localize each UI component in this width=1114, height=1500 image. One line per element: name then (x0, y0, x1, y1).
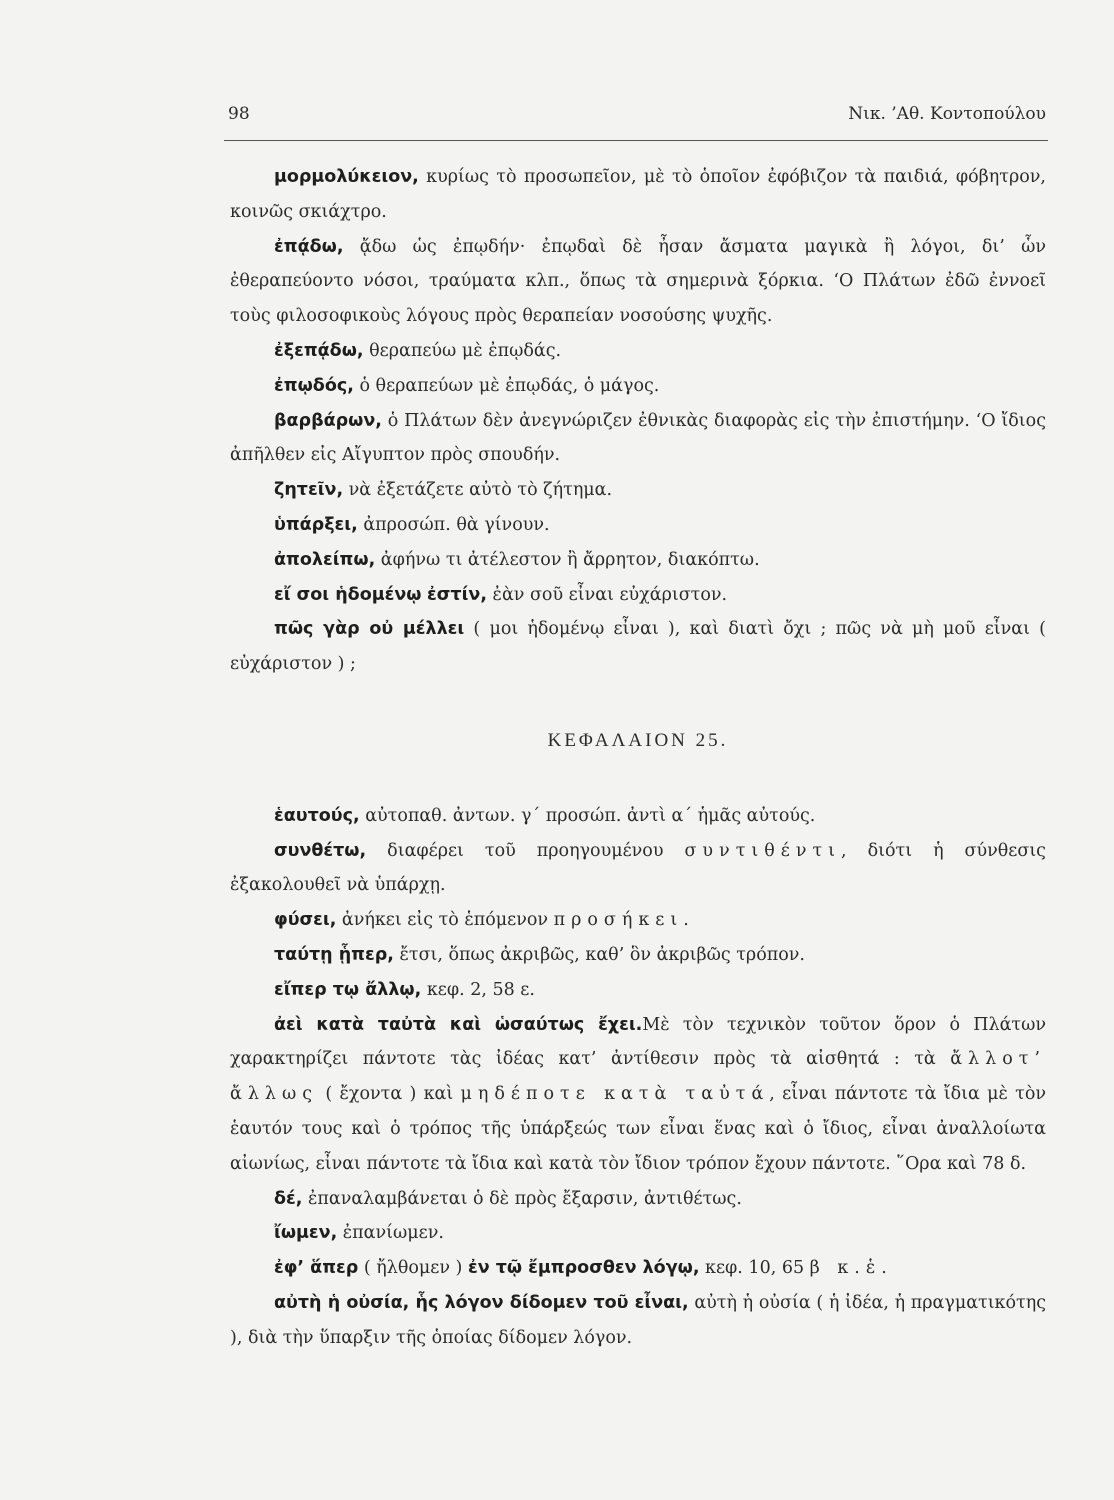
lemma: ἐφ’ ἅπερ (274, 1258, 359, 1279)
lemma: συνθέτω, (274, 840, 367, 861)
glossary-entry (230, 612, 1046, 682)
lemma: ἐπᾴδω, (274, 236, 344, 257)
glossary-entry (230, 230, 1046, 334)
lemma: φύσει, (274, 910, 337, 931)
gloss: θεραπεύω μὲ ἐπῳδάς. (363, 340, 562, 361)
glossary-entry (230, 1286, 1046, 1356)
glossary-entry (230, 973, 1046, 1008)
gloss: αὐτοπαθ. ἀντων. γ΄ προσώπ. ἀντὶ α΄ ἡμᾶς αὐτούς. (359, 805, 816, 826)
gloss: ( ἤλθομεν ) (358, 1258, 468, 1279)
gloss: ( μοι ἡδομένῳ εἶναι ), καὶ διατὶ ὄχι ; πῶς νὰ μὴ μοῦ εἶναι ( εὐχάριστον ) ; (230, 619, 1047, 675)
lemma: ὑπάρξει, (274, 514, 358, 535)
lemma: ἐστίν, (427, 584, 487, 605)
glossary-entry (230, 1251, 1046, 1286)
chapter-heading: ΚΕΦΑΛΑΙΟΝ 25. (547, 729, 729, 751)
glossary-entry (230, 369, 1046, 404)
header-rule (224, 140, 1048, 141)
lemma: ἴωμεν, (274, 1223, 338, 1244)
lemma: ἐξεπᾴδω, (274, 340, 364, 361)
glossary-entry (230, 903, 1046, 938)
lemma: ἐν τῷ ἔμπροσθεν λόγῳ, (467, 1258, 700, 1279)
gloss: ἐὰν σοῦ εἶναι εὐχάριστον. (486, 584, 728, 605)
gloss: ἀφήνω τι ἀτέλεστον ἢ ἄρρητον, διακόπτω. (375, 549, 760, 570)
gloss: ἀνήκει εἰς τὸ ἑπόμενον (336, 910, 554, 931)
glossary-entry (230, 834, 1046, 904)
lemma: αὐτὴ ἡ οὐσία, ἧς λόγον δίδομεν τοῦ εἶναι, (274, 1292, 689, 1313)
gloss: κεφ. 10, 65 (699, 1258, 810, 1279)
spaced-word: συντιθέντι (684, 840, 842, 861)
gloss: . (683, 910, 689, 931)
lemma: ἑαυτούς, (274, 805, 360, 826)
glossary-entry (230, 508, 1046, 543)
gloss: ἔτσι, ὅπως ἀκριβῶς, καθ’ ὃν ἀκριβῶς τρόπον. (393, 944, 805, 965)
lemma: μορμολύκειον, (274, 167, 419, 187)
gloss: ἐπαναλαμβάνεται ὁ δὲ πρὸς ἔξαρσιν, ἀντιθέτως. (302, 1188, 742, 1209)
running-head: Νικ. ’Αθ. Κοντοπούλου (848, 104, 1046, 124)
glossary-entry (230, 473, 1046, 508)
page-header (228, 100, 1046, 134)
glossary-entry (230, 1182, 1046, 1217)
lemma: βαρβάρων, (274, 410, 382, 431)
spaced-word: ἄλλοτ’ ἄλλως (230, 1049, 1046, 1105)
gloss: διαφέρει τοῦ προηγουμένου (366, 840, 685, 861)
lemma: πῶς γὰρ οὐ μέλλει (274, 619, 465, 640)
gloss: ὁ Πλάτων δὲν ἀνεγνώριζεν ἐθνικὰς διαφορὰς εἰς τὴν ἐπιστήμην. ‘Ο ἴδιος ἀπῆλθεν εἰς Αἴγυπτον πρὸς σπουδήν. (230, 410, 1046, 466)
gloss: Μὲ τὸν τεχνικὸν τοῦτον ὅρον ὁ Πλάτων χαρακτηρίζει πάντοτε τὰς ἰδέας κατ’ ἀντίθεσιν πρὸς τὰ αἰσθητά : τὰ (230, 1014, 1046, 1070)
page-number: 98 (228, 104, 250, 124)
gloss: κεφ. 2, 58 ε. (421, 979, 535, 1000)
gloss: ὁ θεραπεύων μὲ ἐπῳδάς, ὁ μάγος. (353, 375, 660, 396)
lemma: εἴ σοι ἡδομένῳ (274, 584, 422, 605)
spaced-word: μηδέποτε κατὰ ταὐτά (460, 1084, 770, 1105)
lemma: δέ, (274, 1188, 303, 1209)
glossary-entry (230, 404, 1046, 474)
glossary-entry (230, 938, 1046, 973)
lemma: ἀπολείπω, (274, 549, 376, 570)
glossary-entry (230, 578, 1046, 613)
lemma: ἐπῳδός, (274, 375, 354, 396)
glossary-entry (230, 1216, 1046, 1251)
gloss: αὐτὴ ἡ οὐσία ( ἡ ἰδέα, ἡ πραγματικότης ), διὰ τὴν ὕπαρξιν τῆς ὁποίας δίδομεν λόγον. (230, 1292, 1046, 1348)
glossary-entry (230, 799, 1046, 834)
lemma: εἴπερ τῳ ἄλλῳ, (274, 979, 422, 1000)
glossary-entry (230, 543, 1046, 578)
spaced-word: προσήκει (553, 910, 684, 931)
lemma: ζητεῖν, (274, 480, 344, 501)
spaced-word: β κ.ἑ. (809, 1258, 893, 1279)
gloss: ᾄδω ὡς ἐπῳδήν· ἐπῳδαὶ δὲ ἦσαν ἄσματα μαγικὰ ἢ λόγοι, δι’ ὧν ἐθεραπεύοντο νόσοι, τραύματα κλπ., ὅπως τὰ σημερινὰ ξόρκια. ‘Ο Πλάτων ἐδῶ ἐννοεῖ τοὺς φιλοσοφικοὺς λόγους πρὸς θεραπείαν νοσούσης ψυχῆς. (230, 236, 1046, 327)
gloss: ἐπανίωμεν. (337, 1223, 444, 1244)
gloss: κυρίως τὸ προσωπεῖον, μὲ τὸ ὁποῖον ἐφόβιζον τὰ παιδιά, φόβητρον, κοινῶς σκιάχτρο. (230, 167, 1046, 222)
glossary-entry (230, 1008, 1046, 1182)
gloss: νὰ ἐξετάζετε αὐτὸ τὸ ζήτημα. (343, 480, 613, 501)
glossary-entry (230, 334, 1046, 369)
gloss: , διότι ἡ σύνθεσις ἐξακολουθεῖ νὰ ὑπάρχῃ. (230, 840, 1046, 896)
lemma: ἀεὶ κατὰ ταὐτὰ καὶ ὡσαύτως ἔχει. (274, 1014, 643, 1035)
lemma: ταύτῃ ᾗπερ, (274, 944, 394, 965)
glossary-entry (230, 160, 1046, 230)
gloss: ( ἔχοντα ) καὶ (318, 1084, 461, 1105)
gloss: ἀπροσώπ. θὰ γίνουν. (357, 514, 550, 535)
page-body (230, 160, 1046, 1356)
gloss: , εἶναι πάντοτε τὰ ἴδια μὲ τὸν ἑαυτόν τους καὶ ὁ τρόπος τῆς ὑπάρξεώς των εἶναι ἕνας καὶ ὁ ἴδιος, εἶναι ἀναλλοίωτα αἰωνίως, εἶναι πάντοτε τὰ ἴδια καὶ κατὰ τὸν ἴδιον τρόπον ἔχουν πάντοτε. ῞Ορα καὶ 78 δ. (230, 1084, 1047, 1174)
